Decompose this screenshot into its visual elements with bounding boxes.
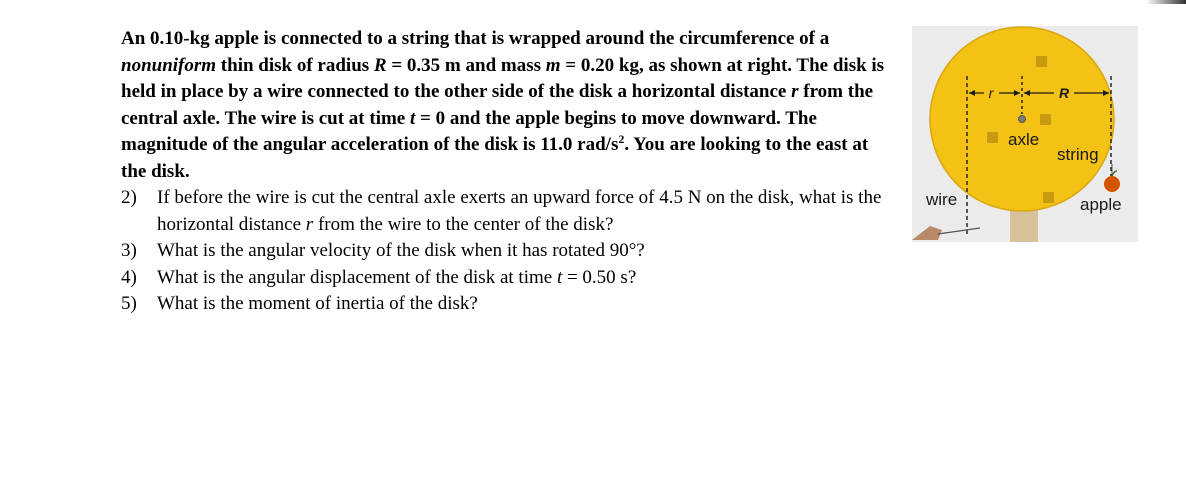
disk-square-marker [1040, 114, 1051, 125]
apple-label: apple [1080, 195, 1122, 214]
intro-variable: m [545, 54, 561, 76]
disk-square-marker [1043, 192, 1054, 203]
intro-text: = 0.20 kg, as shown at right. The disk is held in place by a wire connected to the other side of the disk a horizontal distance [121, 54, 885, 102]
string-label: string [1057, 145, 1099, 164]
intro-variable: r [791, 81, 799, 102]
question-text: What is the moment of inertia of the disk? [157, 293, 478, 314]
intro-superscript: 2 [618, 132, 625, 146]
wire-label: wire [926, 190, 958, 209]
intro-text: from the central axle. The wire is cut at time [121, 81, 874, 129]
intro-text: = 0 and the apple begins to move downward. The magnitude of the angular acceleration of the disk is 11.0 rad/s [121, 107, 817, 155]
question-number: 3) [121, 240, 137, 261]
question-text: = 0.50 s? [562, 266, 637, 288]
intro-text: = 0.35 m and mass [386, 54, 546, 76]
intro-variable: t [409, 107, 416, 129]
axle-label: axle [1008, 130, 1040, 149]
problem-intro [121, 26, 896, 185]
intro-text: An 0.10-kg apple is connected to a string that is wrapped around the circumference of a [121, 28, 830, 49]
R-label: R [1058, 85, 1070, 101]
disk-square-marker [1036, 56, 1047, 67]
problem-text [121, 26, 896, 318]
corner-shadow [1146, 0, 1186, 4]
disk-square-marker [987, 132, 998, 143]
question-number: 5) [121, 293, 137, 314]
question-list [121, 185, 896, 318]
question-variable: t [556, 266, 563, 288]
question-item [121, 185, 896, 238]
question-text: If before the wire is cut the central axle exerts an upward force of 4.5 N on the disk, what is the horizontal distance [157, 187, 882, 235]
disk-diagram [912, 26, 1138, 242]
intro-text: thin disk of radius [216, 54, 374, 76]
question-text: What is the angular displacement of the disk at time [157, 266, 557, 288]
apple-stem-icon [1112, 171, 1117, 176]
axle-pin-icon [1019, 116, 1026, 123]
intro-emphasis: nonuniform [121, 54, 217, 76]
pliers-icon [938, 228, 980, 234]
question-text: from the wire to the center of the disk? [313, 213, 614, 235]
question-item [121, 291, 896, 318]
apple-icon [1104, 176, 1120, 192]
question-text: What is the angular velocity of the disk when it has rotated 90°? [157, 240, 645, 261]
r-label: r [988, 85, 994, 101]
question-number: 4) [121, 266, 137, 288]
disk-figure [912, 26, 1138, 242]
question-variable: r [305, 213, 314, 235]
hand-icon [912, 226, 942, 240]
question-item [121, 238, 896, 265]
question-number: 2) [121, 187, 137, 208]
intro-variable: R [373, 54, 387, 76]
question-item [121, 265, 896, 292]
intro-text: . You are looking to the east at the disk. [121, 134, 869, 182]
